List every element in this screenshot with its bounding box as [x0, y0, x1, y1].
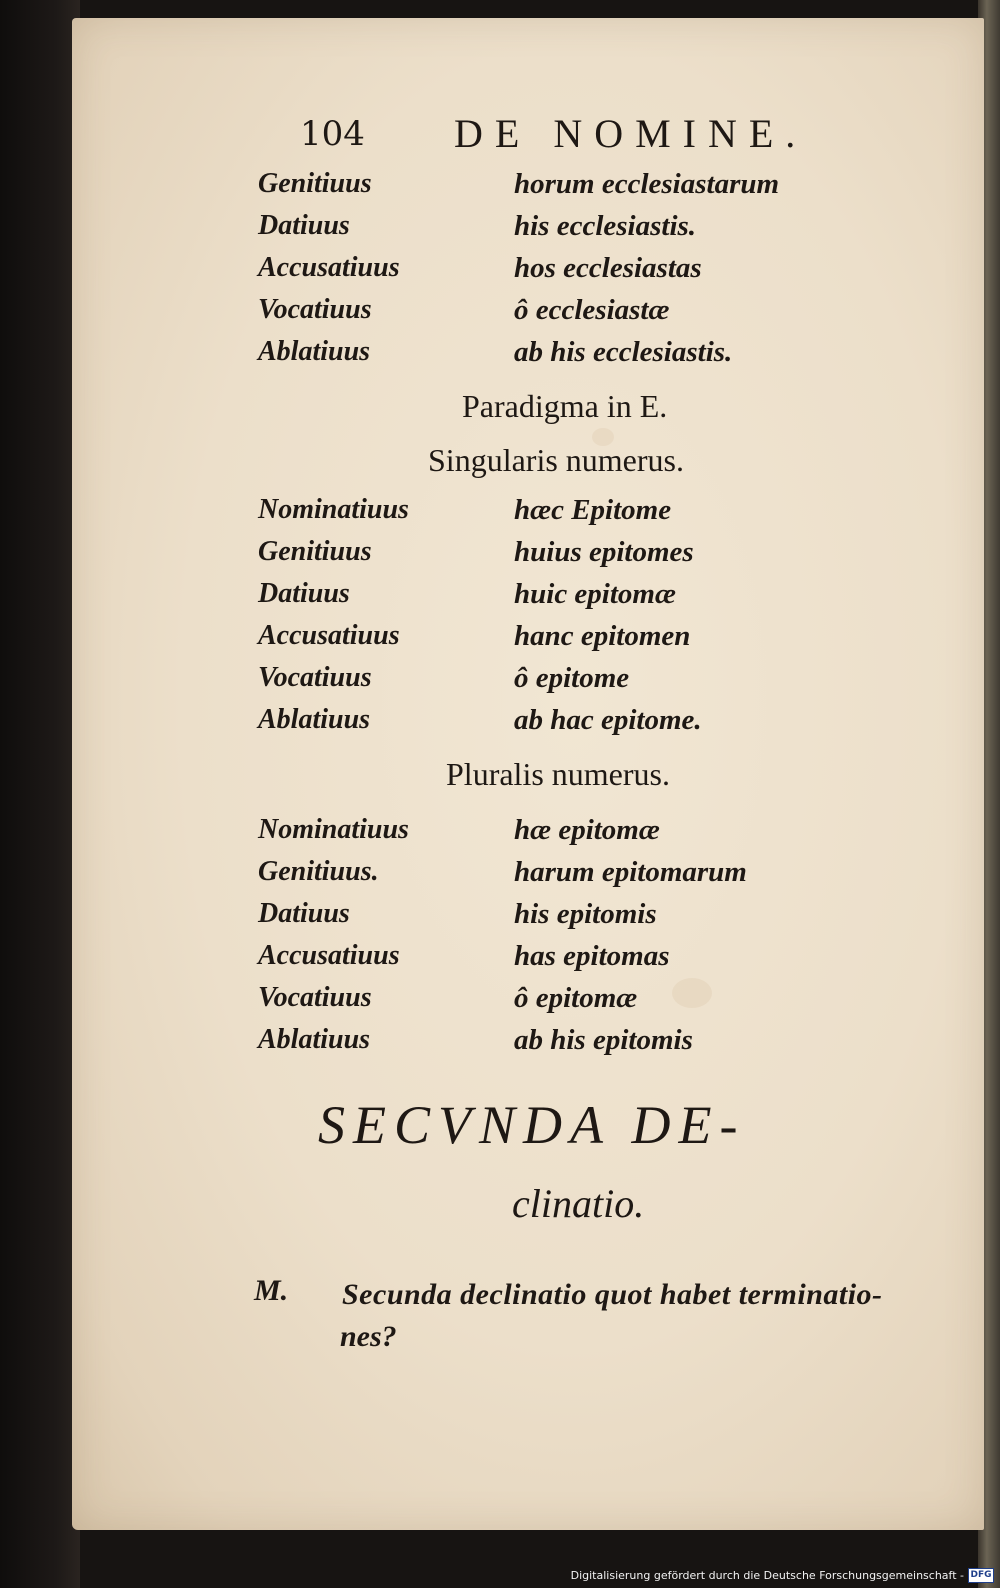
- plural-heading: Pluralis numerus.: [446, 756, 670, 792]
- case-label: Genitiuus: [258, 168, 372, 199]
- declension-row: [72, 494, 984, 534]
- declined-form: hæc Epitome: [514, 494, 672, 526]
- declension-row: [72, 856, 984, 896]
- declension-row: [72, 168, 984, 208]
- declension-row: [72, 814, 984, 854]
- declension-row: [72, 704, 984, 744]
- declined-form: his ecclesiastis.: [514, 210, 697, 242]
- paradigm-heading: Paradigma in E.: [462, 388, 668, 424]
- page-number: 104: [300, 114, 365, 154]
- declined-form: ab his ecclesiastis.: [514, 336, 733, 368]
- declined-form: hos ecclesiastas: [514, 252, 702, 284]
- declension-row: [72, 210, 984, 250]
- declined-form: his epitomis: [514, 898, 657, 930]
- case-label: Ablatiuus: [258, 704, 371, 735]
- declined-form: has epitomas: [514, 940, 670, 972]
- book-binding-edge: [0, 0, 80, 1588]
- case-label: Vocatiuus: [258, 294, 372, 325]
- digitization-credit: [571, 1564, 994, 1586]
- case-label: Datiuus: [258, 210, 350, 241]
- singular-heading: Singularis numerus.: [428, 442, 684, 478]
- declined-form: huic epitomæ: [514, 578, 676, 610]
- case-label: Genitiuus: [258, 536, 372, 567]
- declined-form: ô epitome: [514, 662, 630, 694]
- declension-row: [72, 252, 984, 292]
- declension-row: [72, 578, 984, 618]
- dialogue-line: Secunda declinatio quot habet terminatio-: [342, 1278, 883, 1311]
- case-label: Nominatiuus: [258, 814, 409, 845]
- declension-row: [72, 982, 984, 1022]
- declined-form: hæ epitomæ: [514, 814, 660, 846]
- declined-form: ô epitomæ: [514, 982, 638, 1014]
- case-label: Vocatiuus: [258, 982, 372, 1013]
- credit-text: Digitalisierung gefördert durch die Deutsche Forschungsgemeinschaft -: [570, 1568, 964, 1582]
- declension-row: [72, 536, 984, 576]
- declined-form: harum epitomarum: [514, 856, 747, 888]
- case-label: Datiuus: [258, 578, 350, 609]
- declension-row: [72, 940, 984, 980]
- case-label: Genitiuus.: [258, 856, 379, 887]
- declined-form: ab hac epitome.: [514, 704, 702, 736]
- declension-row: [72, 898, 984, 938]
- declension-row: [72, 1024, 984, 1064]
- case-label: Vocatiuus: [258, 662, 372, 693]
- case-label: Accusatiuus: [258, 940, 400, 971]
- case-label: Nominatiuus: [258, 494, 409, 525]
- declined-form: ab his epitomis: [514, 1024, 693, 1056]
- declension-row: [72, 336, 984, 376]
- declined-form: hanc epitomen: [514, 620, 691, 652]
- book-page: [72, 18, 984, 1530]
- case-label: Datiuus: [258, 898, 350, 929]
- case-label: Accusatiuus: [258, 620, 400, 651]
- case-label: Accusatiuus: [258, 252, 400, 283]
- declension-row: [72, 620, 984, 660]
- case-label: Ablatiuus: [258, 1024, 371, 1055]
- dialogue-line: nes?: [340, 1320, 397, 1353]
- case-label: Ablatiuus: [258, 336, 371, 367]
- declined-form: ô ecclesiastæ: [514, 294, 670, 326]
- dfg-logo: DFG: [968, 1568, 994, 1583]
- running-head: DE NOMINE.: [454, 111, 808, 156]
- section-title: SECVNDA DE-: [318, 1095, 746, 1155]
- dialogue-speaker: M.: [254, 1274, 289, 1307]
- declined-form: horum ecclesiastarum: [514, 168, 780, 200]
- declension-row: [72, 294, 984, 334]
- declined-form: huius epitomes: [514, 536, 694, 568]
- declension-row: [72, 662, 984, 702]
- section-title-continuation: clinatio.: [512, 1181, 645, 1226]
